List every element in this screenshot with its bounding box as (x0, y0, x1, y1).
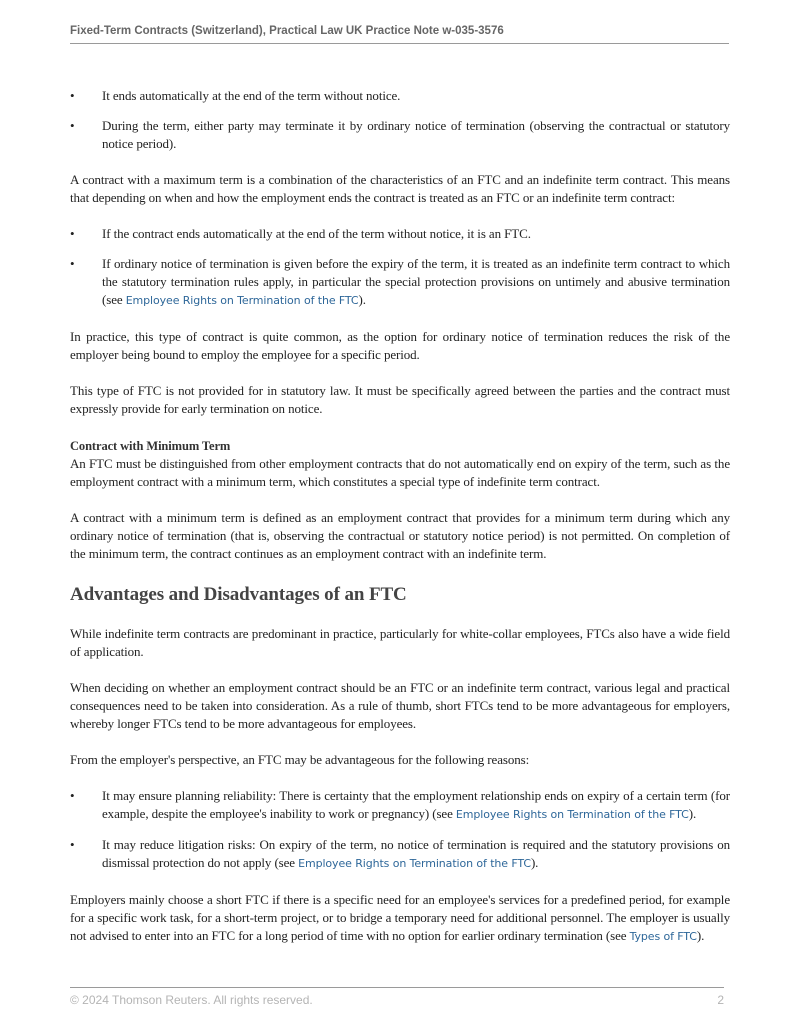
bullet-list (70, 87, 730, 153)
paragraph: A contract with a minimum term is defined as an employment contract that provides for a minimum term during which any ordinary notice of termination (that is, observing the contractual or statutory notice period) is not permitted. On completion of the minimum term, the contract continues as an employment contract with an indefinite term. (70, 510, 730, 561)
list-item: • If the contract ends automatically at the end of the term without notice, it is an FTC. (70, 226, 531, 241)
paragraph: While indefinite term contracts are predominant in practice, particularly for white-collar employees, FTCs also have a wide field of application. (70, 626, 730, 659)
bullet-icon: • (70, 837, 75, 852)
cross-reference-link[interactable]: Types of FTC (629, 930, 697, 943)
page-number: 2 (717, 993, 724, 1007)
subheading: Contract with Minimum Term (70, 439, 231, 453)
cross-reference-link[interactable]: Employee Rights on Termination of the FTC (455, 808, 689, 821)
bullet-list (70, 225, 730, 310)
bullet-icon: • (70, 256, 75, 271)
paragraph: This type of FTC is not provided for in statutory law. It must be specifically agreed between the parties and the contract must expressly provide for early termination on notice. (70, 383, 730, 416)
bullet-icon: • (70, 788, 75, 803)
paragraph: A contract with a maximum term is a combination of the characteristics of an FTC and an indefinite term contract. This means that depending on when and how the employment ends the contract is treated as an FTC or an indefinite term contract: (70, 172, 730, 205)
bullet-list (70, 787, 730, 873)
list-item: • If ordinary notice of termination is given before the expiry of the term, it is treated as an indefinite term contract to which the statutory termination rules apply, in particular the special protection provisions on untimely and abusive termination (see Employee Rights on Termination of the FTC). (70, 256, 730, 307)
list-item: • It ends automatically at the end of the term without notice. (70, 88, 401, 103)
paragraph: In practice, this type of contract is quite common, as the option for ordinary notice of termination reduces the risk of the employer being bound to employ the employee for a specific period. (70, 329, 730, 362)
paragraph: An FTC must be distinguished from other employment contracts that do not automatically end on expiry of the term, such as the employment contract with a minimum term, which constitutes a special type of indefinite term contract. (70, 456, 730, 489)
bullet-icon: • (70, 226, 75, 241)
list-item: • During the term, either party may terminate it by ordinary notice of termination (observing the contractual or statutory notice period). (70, 118, 730, 151)
bullet-icon: • (70, 118, 75, 133)
cross-reference-link[interactable]: Employee Rights on Termination of the FTC (125, 294, 359, 307)
list-item: • It may reduce litigation risks: On expiry of the term, no notice of termination is required and the statutory provisions on dismissal protection do not apply (see Employee Rights on Termination of the FTC). (70, 837, 730, 870)
cross-reference-link[interactable]: Employee Rights on Termination of the FTC (298, 857, 531, 870)
paragraph: From the employer's perspective, an FTC may be advantageous for the following reasons: (70, 752, 530, 767)
page-footer (70, 987, 724, 1007)
bullet-icon: • (70, 88, 75, 103)
paragraph: When deciding on whether an employment contract should be an FTC or an indefinite term contract, various legal and practical consequences need to be taken into consideration. As a rule of thumb, short FTCs tend to be more advantageous for employers, whereby longer FTCs tend to be more advantageous for employees. (70, 680, 730, 731)
section-heading: Advantages and Disadvantages of an FTC (70, 584, 407, 605)
copyright-notice: © 2024 Thomson Reuters. All rights reserved. (70, 993, 313, 1007)
document-body (70, 87, 730, 964)
list-item: • It may ensure planning reliability: There is certainty that the employment relationship ends on expiry of a certain term (for example, despite the employee's inability to work or pregnancy) (see Employee Rights on Termination of the FTC). (70, 788, 730, 821)
running-header: Fixed-Term Contracts (Switzerland), Practical Law UK Practice Note w-035-3576 (70, 25, 729, 44)
paragraph: Employers mainly choose a short FTC if there is a specific need for an employee's services for a predefined period, for example for a specific work task, for a short-term project, or to bridge a temporary need for additional personnel. The employer is usually not advised to enter into an FTC for a long period of time with no option for earlier ordinary termination (see Types of FTC). (70, 892, 730, 943)
